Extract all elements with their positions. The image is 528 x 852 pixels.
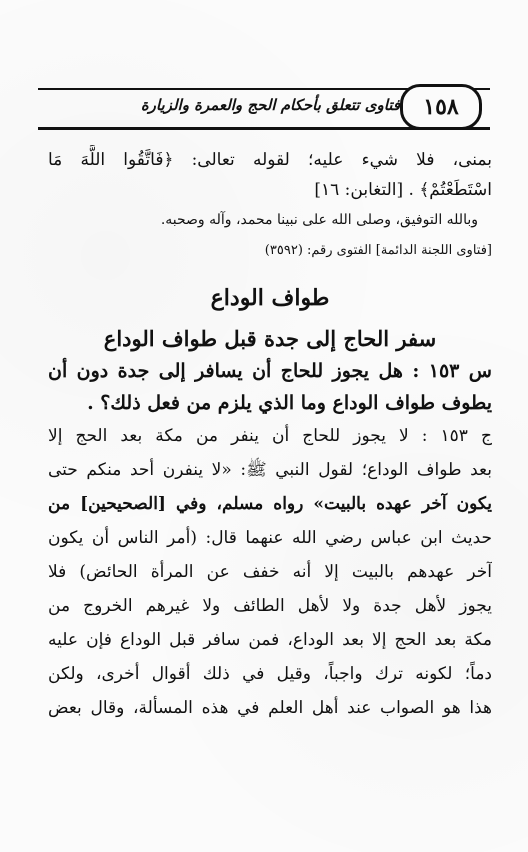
- answer-line: يجوز لأهل جدة ولا لأهل الطائف ولا غيرهم الخروج من: [48, 596, 492, 616]
- section-title: طواف الوداع: [210, 285, 330, 311]
- text-line: بمنى، فلا شيء عليه؛ لقوله تعالى: ﴿فَاتَّقُوا اللَّهَ مَا: [48, 150, 492, 170]
- subsection-title: سفر الحاج إلى جدة قبل طواف الوداع: [103, 326, 437, 351]
- running-title: فتاوى تتعلق بأحكام الحج والعمرة والزيارة: [140, 96, 400, 114]
- answer-line: مكة بعد الحج إلا بعد الوداع، فمن سافر قبل الوداع فإن عليه: [48, 630, 492, 650]
- header-rule-bottom: [38, 127, 490, 130]
- question-line: س ١٥٣ : هل يجوز للحاج أن يسافر إلى جدة دون أن: [48, 360, 492, 382]
- answer-line: هذا هو الصواب عند أهل العلم في هذه المسألة، وقال بعض: [48, 698, 492, 718]
- answer-line: آخر عهدهم بالبيت إلا أنه خفف عن المرأة الحائض) فلا: [48, 562, 492, 582]
- page-body: [48, 145, 492, 725]
- closing-salutation: وبالله التوفيق، وصلى الله على نبينا محمد، وآله وصحبه.: [160, 212, 478, 228]
- answer-line: ج ١٥٣ : لا يجوز للحاج أن ينفر من مكة بعد الحج إلا: [48, 426, 492, 446]
- answer-line: دماً؛ لكونه ترك واجباً، وقيل في ذلك أقوال أخرى، ولكن: [48, 664, 492, 684]
- answer-line: بعد طواف الوداع؛ لقول النبي ﷺ: «لا ينفرن أحد منكم حتى: [48, 460, 492, 480]
- question-line: يطوف طواف الوداع وما الذي يلزم من فعل ذلك؟ .: [87, 392, 492, 414]
- answer-line: حديث ابن عباس رضي الله عنهما قال: (أمر الناس أن يكون: [48, 528, 492, 548]
- fatwa-source: [فتاوى اللجنة الدائمة] الفتوى رقم: (٣٥٩٢): [264, 243, 492, 258]
- page-header: [38, 86, 490, 130]
- text-line: اسْتَطَعْتُمْ﴾ . [التغابن: ١٦]: [314, 180, 492, 200]
- page-number: ١٥٨: [400, 84, 482, 130]
- answer-line: يكون آخر عهده بالبيت» رواه مسلم، وفي [الصحيحين] من: [48, 494, 492, 514]
